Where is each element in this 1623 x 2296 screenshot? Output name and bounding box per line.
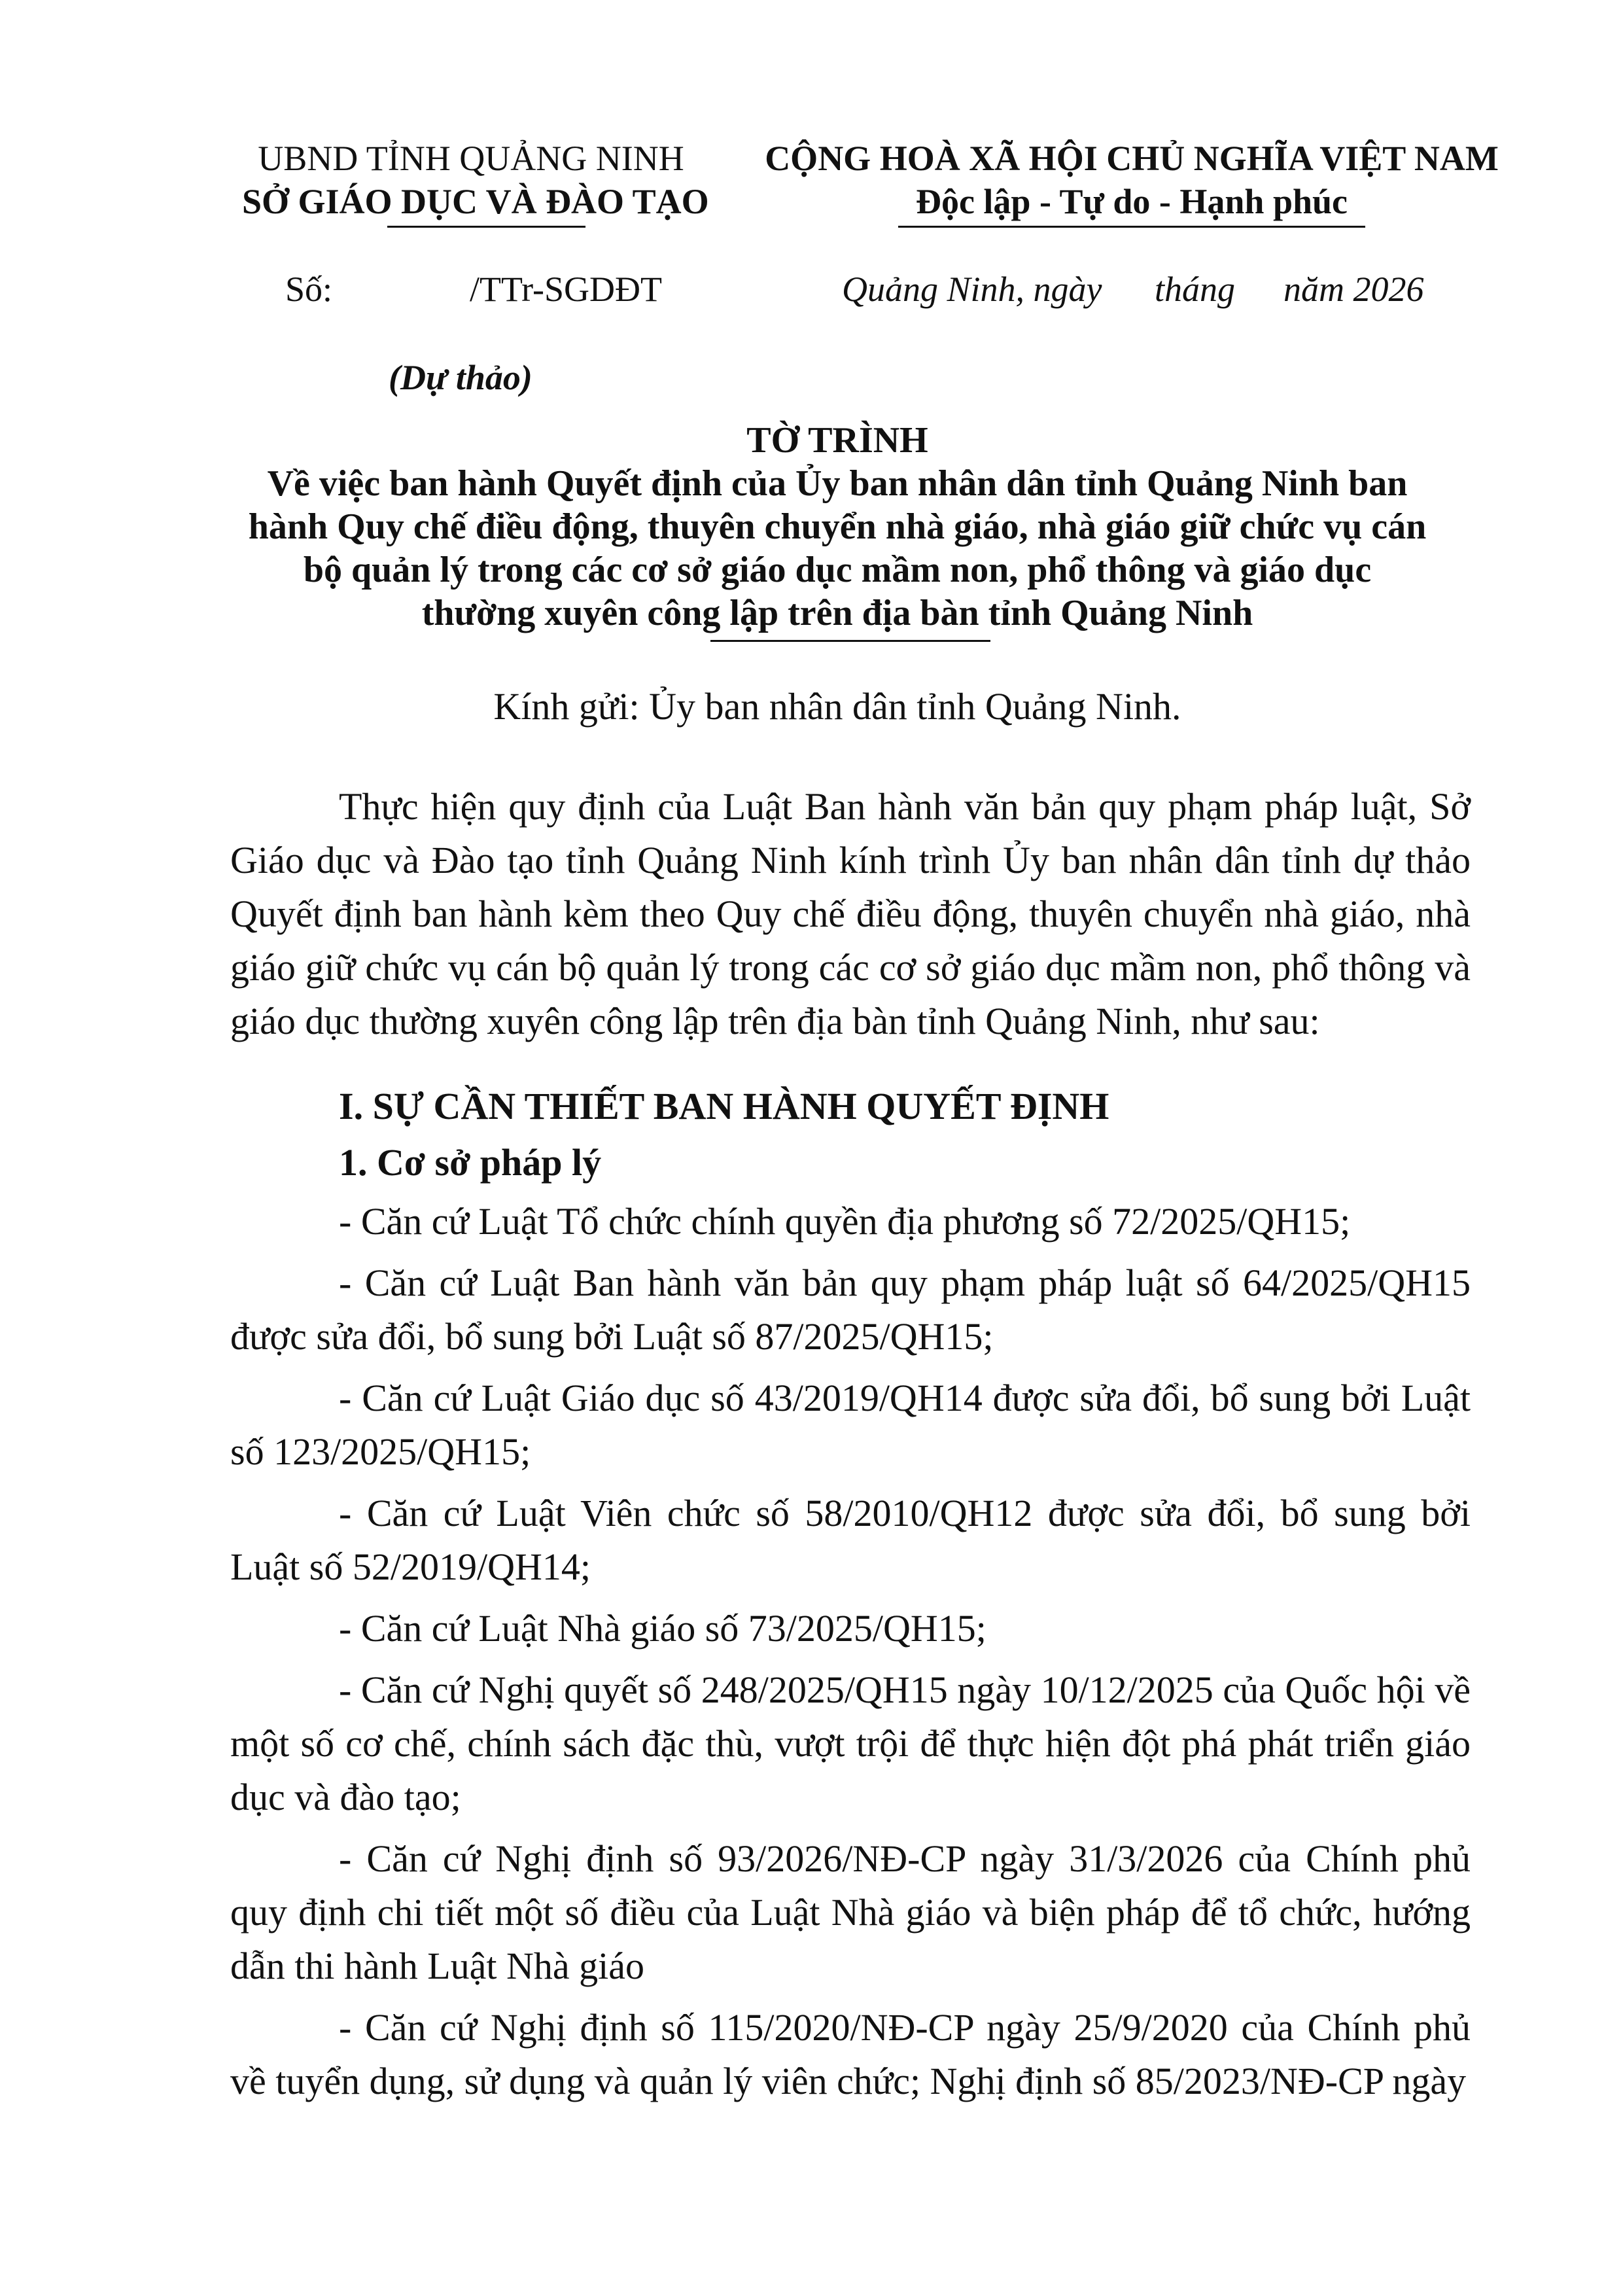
agency-underline [387, 226, 585, 228]
agency-name: SỞ GIÁO DỤC VÀ ĐÀO TẠO [242, 182, 709, 221]
legal-basis-list [230, 1195, 1471, 2108]
document-number-code: /TTr-SGDĐT [470, 270, 662, 309]
document-place-date: Quảng Ninh, ngày [842, 270, 1102, 309]
subsection-heading: 1. Cơ sở pháp lý [339, 1141, 602, 1184]
addressee: Kính gửi: Ủy ban nhân dân tỉnh Quảng Ninh. [493, 685, 1181, 728]
document-body [230, 780, 1471, 2116]
title-line-1: Về việc ban hành Quyết định của Ủy ban nhân dân tỉnh Quảng Ninh ban [267, 463, 1408, 504]
document-number-label: Số: [285, 270, 333, 309]
list-item: - Căn cứ Luật Ban hành văn bản quy phạm pháp luật số 64/2025/QH15 được sửa đổi, bổ sung bởi Luật số 87/2025/QH15; [230, 1262, 1471, 1358]
title-underline [710, 640, 990, 642]
list-item: - Căn cứ Nghị định số 115/2020/NĐ-CP ngày 25/9/2020 của Chính phủ về tuyển dụng, sử dụng và quản lý viên chức; Nghị định số 85/2023/NĐ-CP ngày [230, 2006, 1471, 2102]
document-title [216, 419, 1459, 635]
title-main: TỜ TRÌNH [746, 420, 928, 461]
document-year: năm 2026 [1283, 270, 1424, 309]
list-item: - Căn cứ Luật Nhà giáo số 73/2025/QH15; [339, 1607, 986, 1650]
document-month: tháng [1155, 270, 1236, 309]
list-item: - Căn cứ Luật Giáo dục số 43/2019/QH14 được sửa đổi, bổ sung bởi Luật số 123/2025/QH15; [230, 1377, 1471, 1473]
title-line-4: thường xuyên công lập trên địa bàn tỉnh Quảng Ninh [421, 593, 1253, 633]
list-item: - Căn cứ Luật Tổ chức chính quyền địa phương số 72/2025/QH15; [339, 1200, 1351, 1243]
motto-underline [898, 226, 1365, 228]
title-line-3: bộ quản lý trong các cơ sở giáo dục mầm non, phổ thông và giáo dục [303, 550, 1372, 590]
section-heading: I. SỰ CẦN THIẾT BAN HÀNH QUYẾT ĐỊNH [339, 1085, 1109, 1127]
national-motto: Độc lập - Tự do - Hạnh phúc [915, 182, 1348, 221]
intro-paragraph: Thực hiện quy định của Luật Ban hành văn bản quy phạm pháp luật, Sở Giáo dục và Đào tạo tỉnh Quảng Ninh kính trình Ủy ban nhân dân tỉnh dự thảo Quyết định ban hành kèm theo Quy chế điều động, thuyên chuyển nhà giáo, nhà giáo giữ chức vụ cán bộ quản lý trong các cơ sở giáo dục mầm non, phổ thông và giáo dục thường xuyên công lập trên địa bàn tỉnh Quảng Ninh, như sau: [230, 785, 1471, 1042]
draft-label: (Dự thảo) [389, 358, 532, 397]
national-title: CỘNG HOÀ XÃ HỘI CHỦ NGHĨA VIỆT NAM [765, 139, 1499, 178]
list-item: - Căn cứ Nghị định số 93/2026/NĐ-CP ngày 31/3/2026 của Chính phủ quy định chi tiết một số điều của Luật Nhà giáo và biện pháp để tổ chức, hướng dẫn thi hành Luật Nhà giáo [230, 1837, 1471, 1987]
list-item: - Căn cứ Nghị quyết số 248/2025/QH15 ngày 10/12/2025 của Quốc hội về một số cơ chế, chính sách đặc thù, vượt trội để thực hiện đột phá phát triển giáo dục và đào tạo; [230, 1669, 1471, 1818]
list-item: - Căn cứ Luật Viên chức số 58/2010/QH12 được sửa đổi, bổ sung bởi Luật số 52/2019/QH14; [230, 1492, 1471, 1588]
title-line-2: hành Quy chế điều động, thuyên chuyển nhà giáo, nhà giáo giữ chức vụ cán [248, 506, 1427, 547]
agency-parent: UBND TỈNH QUẢNG NINH [258, 139, 684, 178]
